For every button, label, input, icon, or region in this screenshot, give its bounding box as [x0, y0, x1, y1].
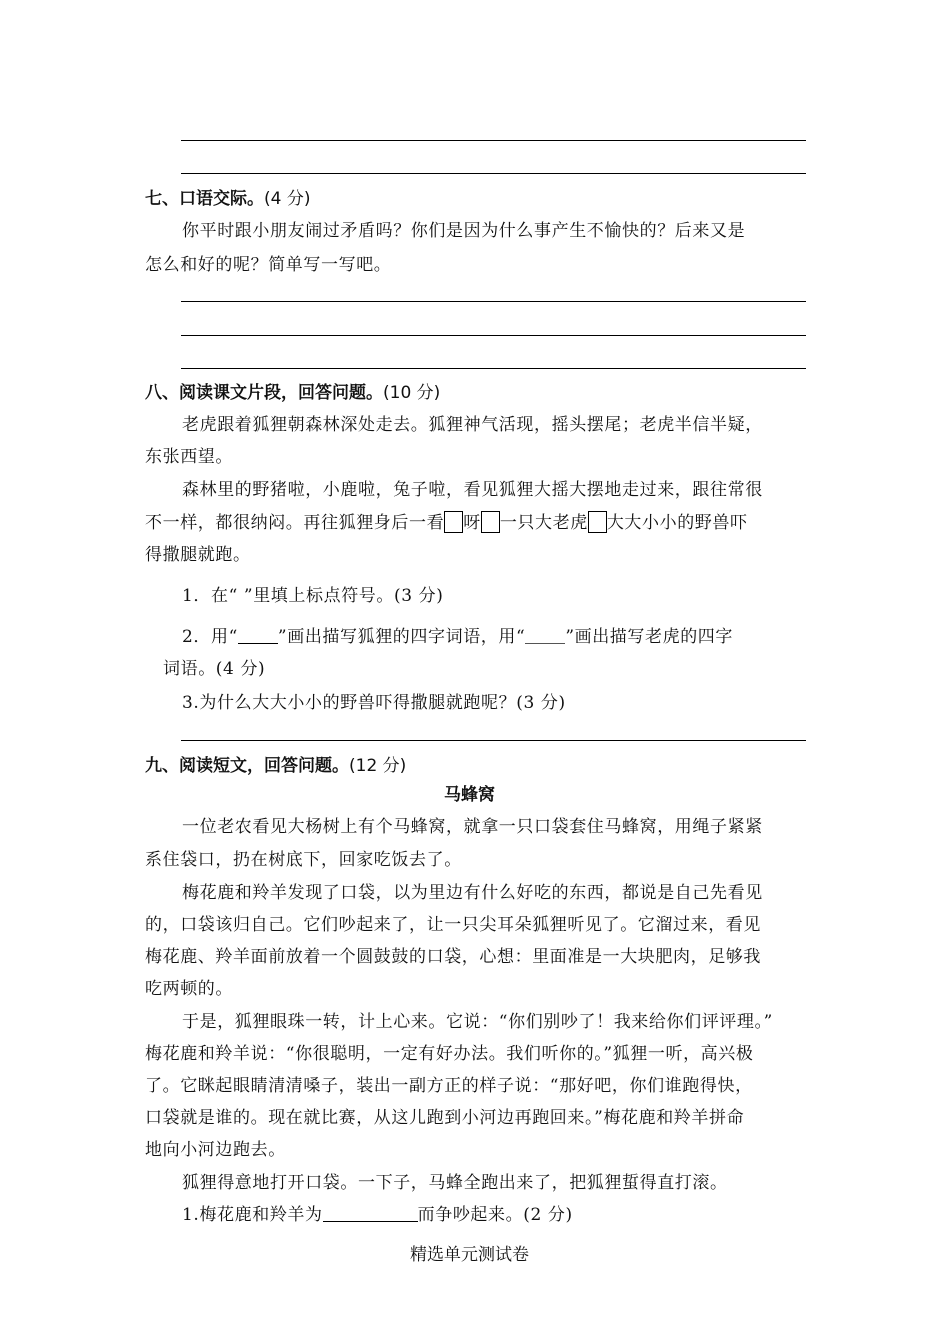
question-2-cont: 词语。(4 分) — [163, 659, 266, 679]
answer-line[interactable] — [181, 301, 806, 302]
section-9-heading: 九、阅读短文，回答问题。(12 分) — [145, 756, 407, 776]
passage-line: 东张西望。 — [145, 447, 233, 467]
passage-line: 不一样，都很纳闷。再往狐狸身后一看 呀 一只大老虎 大大小小的野兽吓 — [145, 513, 748, 533]
section-7-text-line: 你平时跟小朋友闹过矛盾吗？你们是因为什么事产生不愉快的？后来又是 — [182, 221, 746, 241]
passage-line: 吃两顿的。 — [145, 979, 233, 999]
passage-line: 了。它眯起眼睛清清嗓子，装出一副方正的样子说：“那好吧，你们谁跑得快， — [145, 1076, 753, 1096]
punctuation-box[interactable] — [481, 511, 500, 533]
passage-line: 梅花鹿和羚羊发现了口袋，以为里边有什么好吃的东西，都说是自己先看见 — [182, 883, 763, 903]
answer-line[interactable] — [181, 140, 806, 141]
section-7-text-line: 怎么和好的呢？简单写一写吧。 — [145, 255, 392, 275]
passage-line: 老虎跟着狐狸朝森林深处走去。狐狸神气活现，摇头摆尾；老虎半信半疑， — [182, 415, 763, 435]
question-2: 2．用“ ”画出描写狐狸的四字词语，用“ ”画出描写老虎的四字 — [182, 627, 734, 647]
answer-line[interactable] — [181, 335, 806, 336]
passage-line: 梅花鹿和羚羊说：“你很聪明，一定有好办法。我们听你的。”狐狸一听，高兴极 — [145, 1044, 754, 1064]
passage-line: 得撒腿就跑。 — [145, 545, 251, 565]
answer-line[interactable] — [181, 368, 806, 369]
passage-line: 一位老农看见大杨树上有个马蜂窝，就拿一只口袋套住马蜂窝，用绳子紧紧 — [182, 817, 763, 837]
passage-title: 马蜂窝 — [444, 785, 495, 805]
passage-line: 的，口袋该归自己。它们吵起来了，让一只尖耳朵狐狸听见了。它溜过来，看见 — [145, 915, 761, 935]
answer-blank[interactable] — [323, 1205, 418, 1222]
question-3: 3.为什么大大小小的野兽吓得撒腿就跑呢？(3 分) — [182, 693, 566, 713]
passage-line: 梅花鹿、羚羊面前放着一个圆鼓鼓的口袋，心想：里面准是一大块肥肉，足够我 — [145, 947, 761, 967]
answer-line[interactable] — [181, 173, 806, 174]
section-7-heading: 七、口语交际。(4 分) — [145, 189, 311, 209]
question-1: 1.梅花鹿和羚羊为 而争吵起来。(2 分) — [182, 1205, 573, 1225]
passage-line: 地向小河边跑去。 — [145, 1140, 286, 1160]
passage-line: 森林里的野猪啦，小鹿啦，兔子啦，看见狐狸大摇大摆地走过来，跟往常很 — [182, 480, 763, 500]
section-8-heading: 八、阅读课文片段，回答问题。(10 分) — [145, 383, 441, 403]
answer-line[interactable] — [181, 740, 806, 741]
punctuation-box[interactable] — [588, 511, 607, 533]
page-footer: 精选单元测试卷 — [410, 1245, 529, 1265]
passage-line: 于是，狐狸眼珠一转，计上心来。它说：“你们别吵了！我来给你们评评理。” — [182, 1012, 773, 1032]
punctuation-box[interactable] — [444, 511, 463, 533]
passage-line: 狐狸得意地打开口袋。一下子，马蜂全跑出来了，把狐狸蜇得直打滚。 — [182, 1173, 728, 1193]
passage-line: 系住袋口，扔在树底下，回家吃饭去了。 — [145, 850, 462, 870]
question-1: 1．在“ ”里填上标点符号。(3 分) — [182, 586, 444, 606]
passage-line: 口袋就是谁的。现在就比赛，从这儿跑到小河边再跑回来。”梅花鹿和羚羊拼命 — [145, 1108, 745, 1128]
